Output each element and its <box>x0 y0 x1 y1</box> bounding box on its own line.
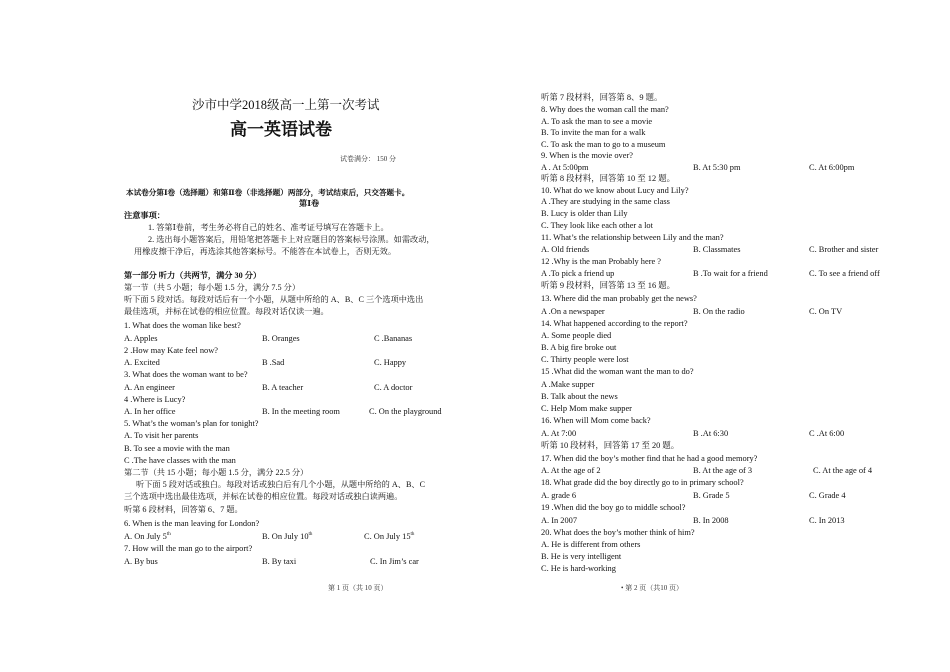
question-20: 20. What does the boy’s mother think of him? <box>541 528 695 537</box>
option-c: C. In Jim’s car <box>370 557 419 566</box>
question-5-option-a: A. To visit her parents <box>124 431 199 440</box>
question-19: 19 .When did the boy go to middle school? <box>541 503 686 512</box>
option-b: B. By taxi <box>262 557 297 566</box>
option-a-suffix: th <box>166 532 171 538</box>
option-c: C. On the playground <box>369 407 442 416</box>
question-8-option-c: C. To ask the man to go to a museum <box>541 140 666 149</box>
option-b: B. Classmates <box>693 245 741 254</box>
question-10: 10. What do we know about Lucy and Lily? <box>541 186 689 195</box>
question-2: 2 .How may Kate feel now? <box>124 346 218 355</box>
question-20-option-a: A. He is different from others <box>541 540 641 549</box>
question-15-option-a: A .Make supper <box>541 380 595 389</box>
question-14-option-a: A. Some people died <box>541 331 612 340</box>
option-b: B. Oranges <box>262 334 300 343</box>
question-6: 6. When is the man leaving for London? <box>124 519 260 528</box>
question-12: 12 .Why is the man Probably here ? <box>541 257 662 266</box>
section2-directions-2: 三个选项中选出最佳选项，并标在试卷的相应位置。每段对话或独白读两遍。 <box>124 492 403 501</box>
option-a: A. Old friends <box>541 245 590 254</box>
option-c: C. Brother and sister <box>809 245 879 254</box>
section2-heading: 第二节（共 15 小题；每小题 1.5 分，满分 22.5 分） <box>124 468 309 477</box>
question-14: 14. What happened according to the report? <box>541 319 688 328</box>
option-b: B. A teacher <box>262 383 304 392</box>
question-13: 13. Where did the man probably get the news? <box>541 294 697 303</box>
question-15-option-c: C. Help Mom make supper <box>541 404 632 413</box>
option-a: A. By bus <box>124 557 158 566</box>
question-15: 15 .What did the woman want the man to do? <box>541 367 694 376</box>
right-page <box>541 0 936 672</box>
option-c: C .At 6:00 <box>809 429 845 438</box>
option-a-text: A. On July 5 <box>124 532 167 541</box>
option-c-suffix: th <box>410 532 415 538</box>
question-20-option-b: B. He is very intelligent <box>541 552 622 561</box>
option-b: B. In the meeting room <box>262 407 340 416</box>
question-18: 18. What grade did the boy directly go to in primary school? <box>541 478 744 487</box>
page-title: 高一英语试卷 <box>230 120 332 139</box>
option-c: C. At the age of 4 <box>813 466 873 475</box>
left-page <box>118 0 488 672</box>
part1-heading: 第一部分 听力（共两节，满分 30 分） <box>124 271 262 280</box>
question-5: 5. What’s the woman’s plan for tonight? <box>124 419 259 428</box>
volume-label: 第Ⅰ卷 <box>299 199 320 208</box>
option-c: C. Happy <box>374 358 407 367</box>
school-exam-title: 沙市中学2018级高一上第一次考试 <box>192 98 380 112</box>
option-c: C. On TV <box>809 307 843 316</box>
option-a: A. In 2007 <box>541 516 578 525</box>
question-4: 4 .Where is Lucy? <box>124 395 186 404</box>
question-8-option-a: A. To ask the man to see a movie <box>541 117 653 126</box>
option-a: A. At the age of 2 <box>541 466 601 475</box>
option-c: C. Grade 4 <box>809 491 846 500</box>
option-a: A . At 5:00pm <box>541 163 589 172</box>
question-8: 8. Why does the woman call the man? <box>541 105 669 114</box>
note-1: 1. 答第Ⅰ卷前，考生务必将自己的姓名、准考证号填写在答题卡上。 <box>148 223 389 232</box>
question-3: 3. What does the woman want to be? <box>124 370 248 379</box>
section1-heading: 第一节（共 5 小题；每小题 1.5 分，满分 7.5 分） <box>124 283 301 292</box>
passage-7-label: 听第 7 段材料，回答第 8、9 题。 <box>541 93 663 102</box>
option-b: B .Sad <box>262 358 285 367</box>
question-1: 1. What does the woman like best? <box>124 321 241 330</box>
option-b: B .To wait for a friend <box>693 269 768 278</box>
question-16: 16. When will Mom come back? <box>541 416 651 425</box>
option-a: A. grade 6 <box>541 491 577 500</box>
option-b: B. In 2008 <box>693 516 729 525</box>
notes-title: 注意事项： <box>124 211 165 220</box>
passage-10-label: 听第 10 段材料，回答第 17 至 20 题。 <box>541 441 680 450</box>
passage-9-label: 听第 9 段材料，回答第 13 至 16 题。 <box>541 281 675 290</box>
option-a: A. In her office <box>124 407 176 416</box>
option-b <box>262 531 312 542</box>
question-10-option-c: C. They look like each other a lot <box>541 221 653 230</box>
option-a: A. Apples <box>124 334 158 343</box>
question-5-option-b: B. To see a movie with the man <box>124 444 230 453</box>
section2-directions-1: 听下面 5 段对话或独白。每段对话或独白后有几个小题，从题中所给的 A、B、C <box>136 480 426 489</box>
option-c <box>364 531 414 542</box>
section1-directions-1: 听下面 5 段对话。每段对话后有一个小题，从题中所给的 A、B、C 三个选项中选出 <box>124 295 424 304</box>
question-17: 17. When did the boy’s mother find that he had a good memory? <box>541 454 758 463</box>
question-14-option-b: B. A big fire broke out <box>541 343 617 352</box>
option-a <box>124 531 171 542</box>
question-9: 9. When is the movie over? <box>541 151 633 160</box>
full-score: 试卷满分： 150 分 <box>340 155 396 163</box>
option-a: A. Excited <box>124 358 160 367</box>
passage-6-label: 听第 6 段材料，回答第 6、7 题。 <box>124 505 243 514</box>
note-2a: 2. 选出每小题答案后，用铅笔把答题卡上对应题目的答案标号涂黑。如需改动， <box>148 235 435 244</box>
note-2b: 用橡皮擦干净后，再选涂其他答案标号。不能答在本试卷上，否则无效。 <box>134 247 397 256</box>
question-5-option-c: C .The have classes with the man <box>124 456 236 465</box>
option-a: A .To pick a friend up <box>541 269 615 278</box>
right-page-number: • 第 2 页（共10 页） <box>621 584 683 592</box>
question-14-option-c: C. Thirty people were lost <box>541 355 629 364</box>
question-10-option-a: A .They are studying in the same class <box>541 197 670 206</box>
question-15-option-b: B. Talk about the news <box>541 392 618 401</box>
option-c-text: C. On July 15 <box>364 532 411 541</box>
option-c: C .Bananas <box>374 334 413 343</box>
option-b: B. On the radio <box>693 307 745 316</box>
option-c: C. A doctor <box>374 383 413 392</box>
question-8-option-b: B. To invite the man for a walk <box>541 128 646 137</box>
option-c: C. In 2013 <box>809 516 845 525</box>
question-10-option-b: B. Lucy is older than Lily <box>541 209 628 218</box>
option-a: A. An engineer <box>124 383 175 392</box>
section1-directions-2: 最佳选项，并标在试卷的相应位置。每段对话仅读一遍。 <box>124 307 329 316</box>
option-a: A. At 7:00 <box>541 429 577 438</box>
option-b: B. Grade 5 <box>693 491 730 500</box>
exam-statement: 本试卷分第Ⅰ卷（选择题）和第Ⅱ卷（非选择题）两部分，考试结束后，只交答题卡。 <box>126 188 410 197</box>
option-c: C. To see a friend off <box>809 269 880 278</box>
passage-8-label: 听第 8 段材料，回答第 10 至 12 题。 <box>541 174 675 183</box>
option-b: B. At 5:30 pm <box>693 163 741 172</box>
left-page-number: 第 1 页（共 10 页） <box>328 584 388 592</box>
option-a: A .On a newspaper <box>541 307 605 316</box>
option-c: C. At 6:00pm <box>809 163 855 172</box>
option-b: B .At 6:30 <box>693 429 729 438</box>
option-b: B. At the age of 3 <box>693 466 753 475</box>
question-7: 7. How will the man go to the airport? <box>124 544 253 553</box>
question-11: 11. What’s the relationship between Lily and the man? <box>541 233 724 242</box>
option-b-suffix: th <box>308 532 313 538</box>
option-b-text: B. On July 10 <box>262 532 309 541</box>
question-20-option-c: C. He is hard-working <box>541 564 616 573</box>
